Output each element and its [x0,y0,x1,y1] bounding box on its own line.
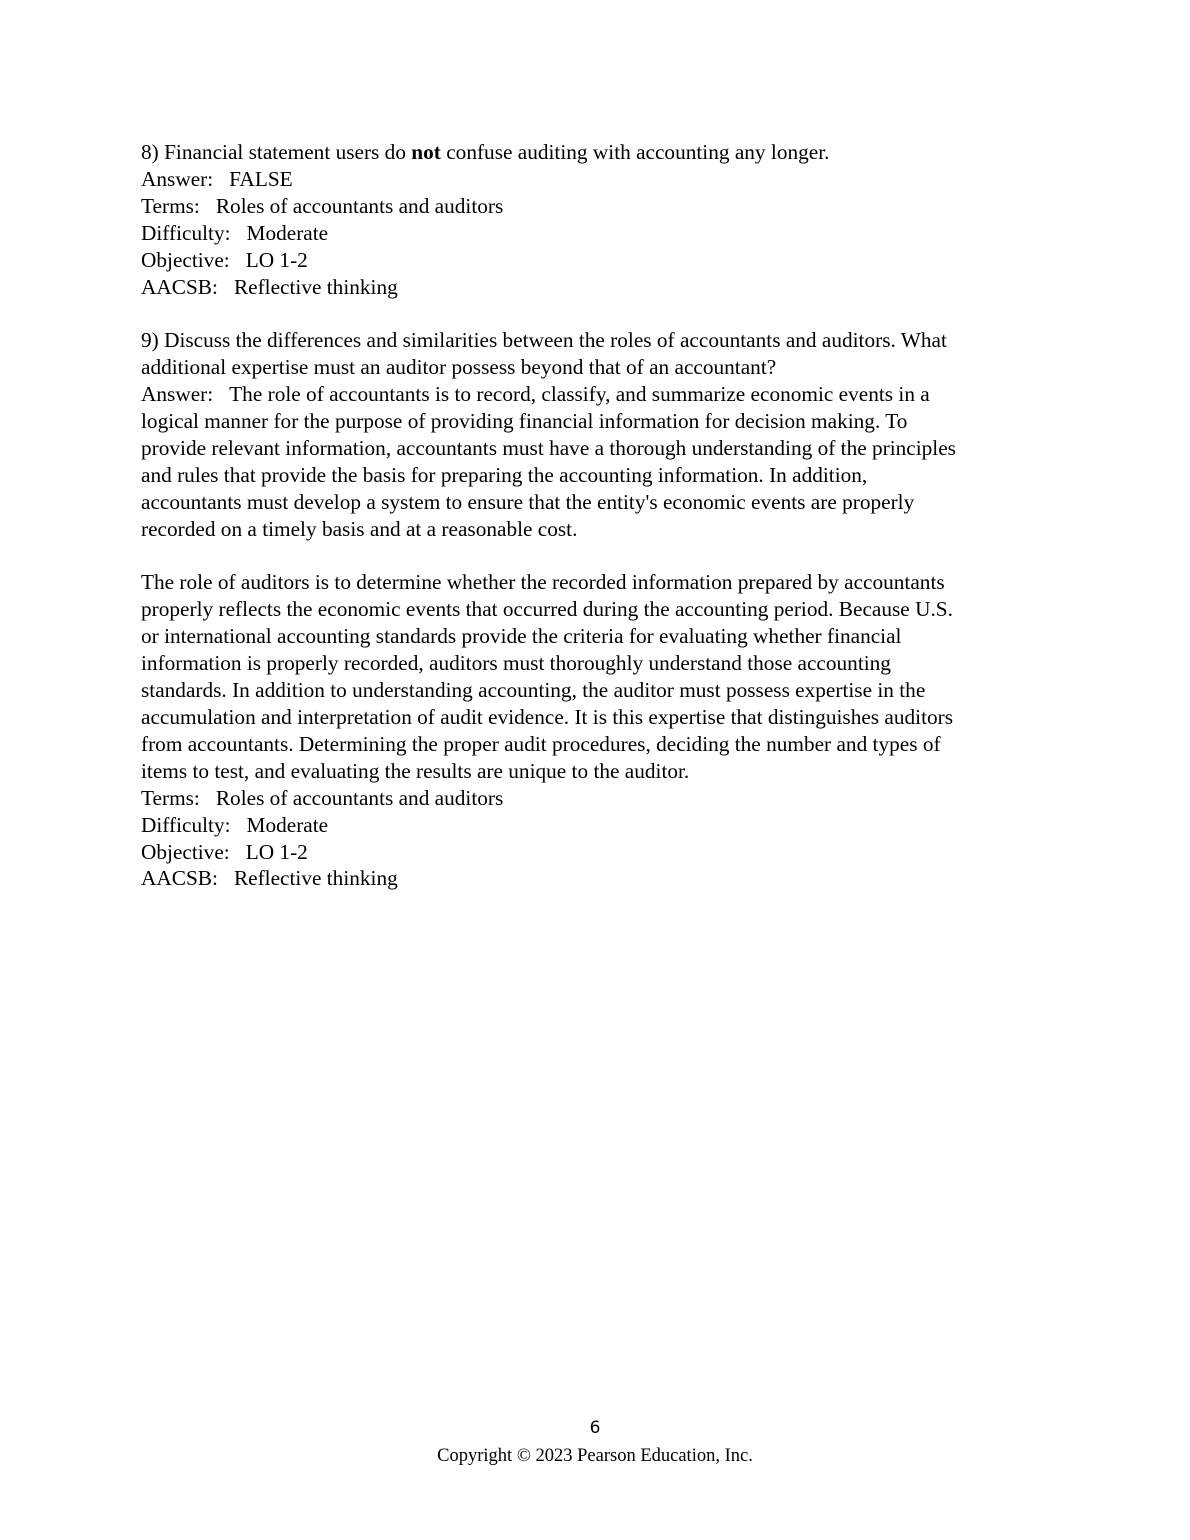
terms-label: Terms: [141,193,200,218]
q9-difficulty [141,812,1041,839]
q9-answer-p2-line: from accountants. Determining the proper audit procedures, deciding the number and types of [141,731,941,756]
terms-label: Terms: [141,785,200,810]
q9-answer-p2-line: items to test, and evaluating the results are unique to the auditor. [141,758,690,783]
q9-terms [141,785,1041,812]
difficulty-label: Difficulty: [141,812,231,837]
q8-question-text: 8) Financial statement users do [141,140,412,164]
q8-question [141,139,1041,166]
q9-aacsb [141,865,1041,892]
q8-answer [141,166,1041,193]
copyright-notice: Copyright © 2023 Pearson Education, Inc. [437,1446,753,1466]
q9-answer-line: recorded on a timely basis and at a reasonable cost. [141,516,578,541]
q8-question-text-end: confuse auditing with accounting any longer. [440,140,830,164]
terms-value: Roles of accountants and auditors [215,193,504,218]
q9-answer-first-line [141,381,1041,408]
q9-answer-p2-line: information is properly recorded, auditors must thoroughly understand those accounting [141,651,891,676]
difficulty-value: Moderate [246,220,329,245]
difficulty-value: Moderate [246,812,329,837]
q9-question-line: additional expertise must an auditor possess beyond that of an accountant? [141,355,777,380]
objective-label: Objective: [141,839,230,864]
q8-question-emphasis: not [411,140,441,164]
q9-answer-p2-line: or international accounting standards provide the criteria for evaluating whether financial [141,624,902,649]
aacsb-label: AACSB: [141,274,218,299]
q9-answer-p2-line: accumulation and interpretation of audit evidence. It is this expertise that distinguishes auditors [141,705,954,729]
q9-objective [141,839,1041,866]
objective-label: Objective: [141,247,230,272]
answer-text: The role of accountants is to record, classify, and summarize economic events in a [229,382,930,407]
document-body [141,139,1041,892]
q9-answer-p2-line: properly reflects the economic events that occurred during the accounting period. Because U.S. [141,597,953,622]
answer-value: FALSE [229,166,293,191]
terms-value: Roles of accountants and auditors [215,785,504,810]
q9-answer-p2-line: standards. In addition to understanding accounting, the auditor must possess expertise in the [141,678,926,703]
objective-value: LO 1-2 [245,839,308,864]
q8-terms [141,193,1041,220]
q9-answer-p2-line: The role of auditors is to determine whether the recorded information prepared by accountants [141,570,945,595]
q9-answer-line: logical manner for the purpose of providing financial information for decision making. To [141,409,908,434]
aacsb-value: Reflective thinking [233,274,398,299]
page-number: 6 [589,1418,601,1438]
q9-question-line: 9) Discuss the differences and similarities between the roles of accountants and auditors. What [141,328,947,353]
answer-label: Answer: [141,382,214,407]
objective-value: LO 1-2 [245,247,308,272]
spacer [141,300,1041,327]
difficulty-label: Difficulty: [141,220,231,245]
aacsb-label: AACSB: [141,866,218,891]
q8-difficulty [141,220,1041,247]
q9-answer-line: accountants must develop a system to ensure that the entity's economic events are properly [141,489,915,514]
q8-objective [141,247,1041,274]
answer-label: Answer: [141,166,214,191]
aacsb-value: Reflective thinking [233,866,398,891]
q9-answer-line: provide relevant information, accountants must have a thorough understanding of the principles [141,435,956,460]
q8-aacsb [141,274,1041,301]
q9-answer-line: and rules that provide the basis for preparing the accounting information. In addition, [141,462,868,487]
spacer [141,543,1041,570]
